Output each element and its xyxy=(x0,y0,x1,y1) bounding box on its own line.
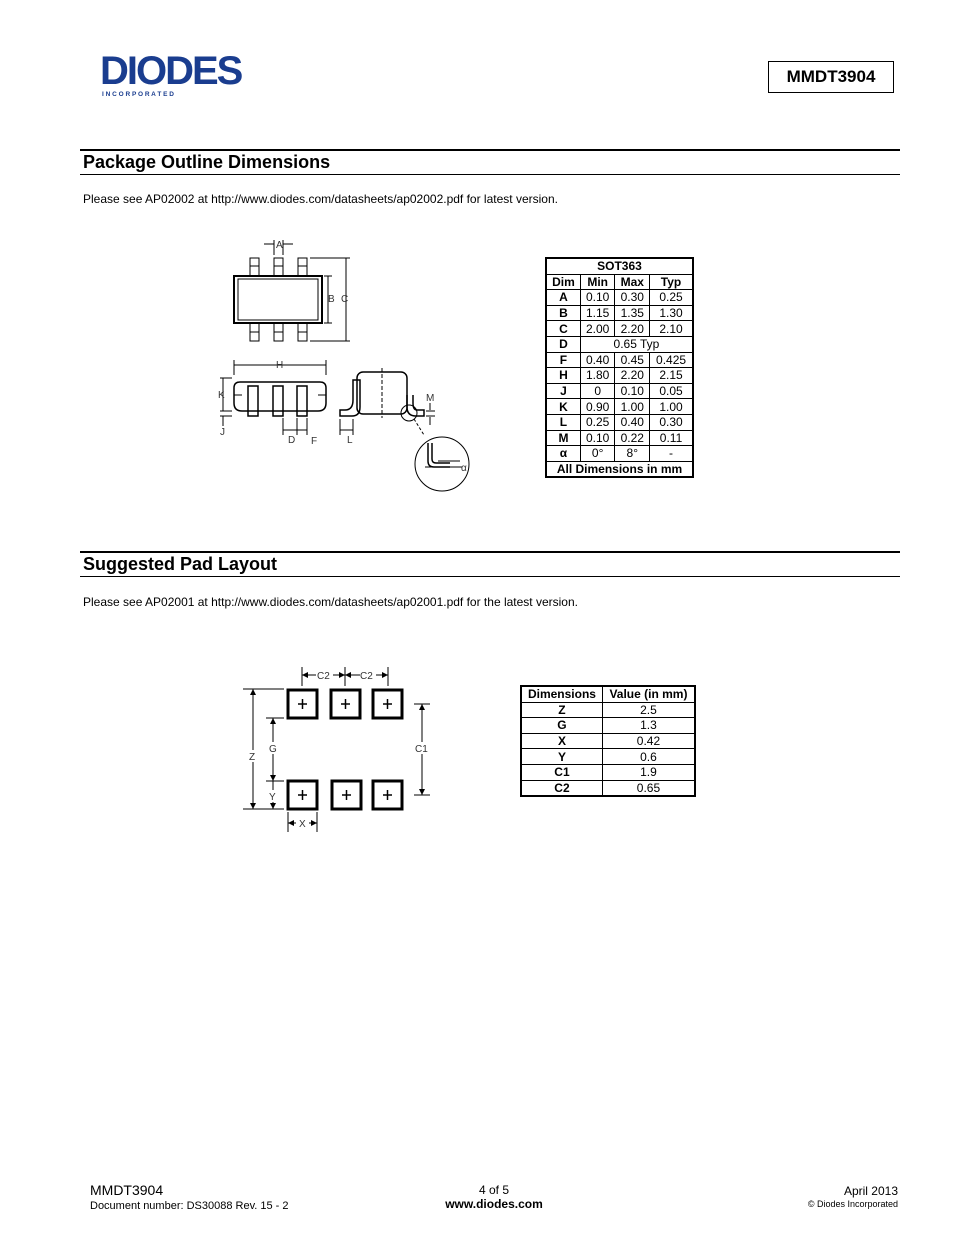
label-X: X xyxy=(299,819,306,830)
footer-website[interactable]: www.diodes.com xyxy=(445,1197,543,1211)
value-cell: 1.00 xyxy=(650,399,693,415)
dim-cell: C2 xyxy=(521,780,602,796)
footer-copyright: © Diodes Incorporated xyxy=(807,1199,898,1209)
label-C2a: C2 xyxy=(317,671,330,682)
value-cell: 0.40 xyxy=(580,352,615,368)
value-cell: 2.5 xyxy=(602,702,695,718)
dim-cell: K xyxy=(546,399,580,415)
value-cell: 2.10 xyxy=(650,321,693,337)
value-cell: 0.25 xyxy=(650,290,693,306)
value-cell: 2.15 xyxy=(650,368,693,384)
value-cell: 0.30 xyxy=(650,414,693,430)
footer-doc-number: Document number: DS30088 Rev. 15 - 2 xyxy=(90,1200,289,1212)
sot363-table xyxy=(545,257,694,478)
value-cell: 0.25 xyxy=(580,414,615,430)
table-row xyxy=(546,430,693,446)
value-cell: 0.45 xyxy=(615,352,650,368)
table-footer: All Dimensions in mm xyxy=(546,461,693,477)
table-row xyxy=(521,718,695,734)
value-cell: 0.11 xyxy=(650,430,693,446)
label-A: A xyxy=(276,240,283,251)
value-cell: 1.9 xyxy=(602,764,695,780)
dim-cell: M xyxy=(546,430,580,446)
section-pad-layout xyxy=(80,551,900,577)
header-dimensions: Dimensions xyxy=(521,686,602,702)
diodes-logo xyxy=(100,50,275,98)
header-min: Min xyxy=(580,274,615,290)
dim-cell: J xyxy=(546,383,580,399)
label-C: C xyxy=(341,294,349,305)
section-title: Suggested Pad Layout xyxy=(83,554,278,574)
section-title: Package Outline Dimensions xyxy=(83,152,331,172)
dim-cell: H xyxy=(546,368,580,384)
pad-layout-note: Please see AP02001 at http://www.diodes.com/datasheets/ap02001.pdf for the latest version. xyxy=(83,595,578,609)
label-M: M xyxy=(426,393,435,404)
dim-cell: α xyxy=(546,446,580,462)
dim-cell: D xyxy=(546,336,580,352)
value-cell: 0.10 xyxy=(580,430,615,446)
value-cell: 2.00 xyxy=(580,321,615,337)
value-cell: 1.30 xyxy=(650,305,693,321)
label-G: G xyxy=(269,744,277,755)
dim-cell: X xyxy=(521,733,602,749)
table-row xyxy=(546,399,693,415)
footer-date: April 2013 xyxy=(843,1184,898,1198)
table-row xyxy=(546,352,693,368)
header-typ: Typ xyxy=(650,274,693,290)
logo-subtext: I N C O R P O R A T E D xyxy=(102,91,174,98)
label-C2b: C2 xyxy=(360,671,373,682)
table-row xyxy=(546,305,693,321)
label-K: K xyxy=(218,390,225,401)
value-cell: 0.90 xyxy=(580,399,615,415)
value-cell: 0° xyxy=(580,446,615,462)
value-cell: 0.22 xyxy=(615,430,650,446)
value-cell: 0 xyxy=(580,383,615,399)
table-row xyxy=(546,446,693,462)
label-H: H xyxy=(276,360,284,371)
table-row xyxy=(521,764,695,780)
value-cell: 2.20 xyxy=(615,368,650,384)
table-row xyxy=(546,290,693,306)
value-cell: - xyxy=(650,446,693,462)
table-row xyxy=(546,336,693,352)
table-row xyxy=(521,780,695,796)
value-cell: 1.00 xyxy=(615,399,650,415)
pad-layout-drawing xyxy=(240,662,440,837)
label-D: D xyxy=(288,435,296,446)
label-C1: C1 xyxy=(415,744,428,755)
pad-layout-table xyxy=(520,685,696,797)
value-cell: 8° xyxy=(615,446,650,462)
section-package-outline xyxy=(80,149,900,175)
label-L: L xyxy=(347,435,353,446)
value-cell: 0.6 xyxy=(602,749,695,765)
value-cell: 0.42 xyxy=(602,733,695,749)
value-cell: 0.65 Typ xyxy=(580,336,693,352)
dim-cell: A xyxy=(546,290,580,306)
value-cell: 0.10 xyxy=(615,383,650,399)
label-Z: Z xyxy=(249,752,256,763)
dim-cell: C1 xyxy=(521,764,602,780)
footer-page: 4 of 5 xyxy=(478,1183,510,1197)
table-header-row xyxy=(521,686,695,702)
dim-cell: F xyxy=(546,352,580,368)
package-outline-drawing xyxy=(210,235,480,500)
value-cell: 1.35 xyxy=(615,305,650,321)
table-row xyxy=(546,414,693,430)
table-row xyxy=(546,383,693,399)
dim-cell: Z xyxy=(521,702,602,718)
dim-cell: L xyxy=(546,414,580,430)
label-alpha: α xyxy=(461,463,467,474)
logo-text: DIODES xyxy=(100,50,242,93)
value-cell: 0.425 xyxy=(650,352,693,368)
header-value: Value (in mm) xyxy=(602,686,695,702)
table-row xyxy=(521,749,695,765)
header-max: Max xyxy=(615,274,650,290)
label-Y: Y xyxy=(269,792,276,803)
value-cell: 0.30 xyxy=(615,290,650,306)
package-outline-note: Please see AP02002 at http://www.diodes.com/datasheets/ap02002.pdf for latest version. xyxy=(83,192,558,206)
label-F: F xyxy=(311,436,318,447)
table-row xyxy=(546,368,693,384)
label-B: B xyxy=(328,294,335,305)
table-row xyxy=(546,321,693,337)
value-cell: 0.65 xyxy=(602,780,695,796)
header-dim: Dim xyxy=(546,274,580,290)
table-header-row xyxy=(546,274,693,290)
part-number-box xyxy=(768,61,894,93)
table-title: SOT363 xyxy=(546,258,693,274)
table-row xyxy=(521,702,695,718)
dim-cell: C xyxy=(546,321,580,337)
value-cell: 0.10 xyxy=(580,290,615,306)
footer-part-number: MMDT3904 xyxy=(90,1182,164,1198)
value-cell: 1.80 xyxy=(580,368,615,384)
value-cell: 0.05 xyxy=(650,383,693,399)
value-cell: 1.3 xyxy=(602,718,695,734)
dim-cell: Y xyxy=(521,749,602,765)
dim-cell: B xyxy=(546,305,580,321)
dim-cell: G xyxy=(521,718,602,734)
part-number: MMDT3904 xyxy=(786,67,876,86)
table-row xyxy=(521,733,695,749)
label-J: J xyxy=(220,427,225,438)
value-cell: 0.40 xyxy=(615,414,650,430)
value-cell: 2.20 xyxy=(615,321,650,337)
value-cell: 1.15 xyxy=(580,305,615,321)
